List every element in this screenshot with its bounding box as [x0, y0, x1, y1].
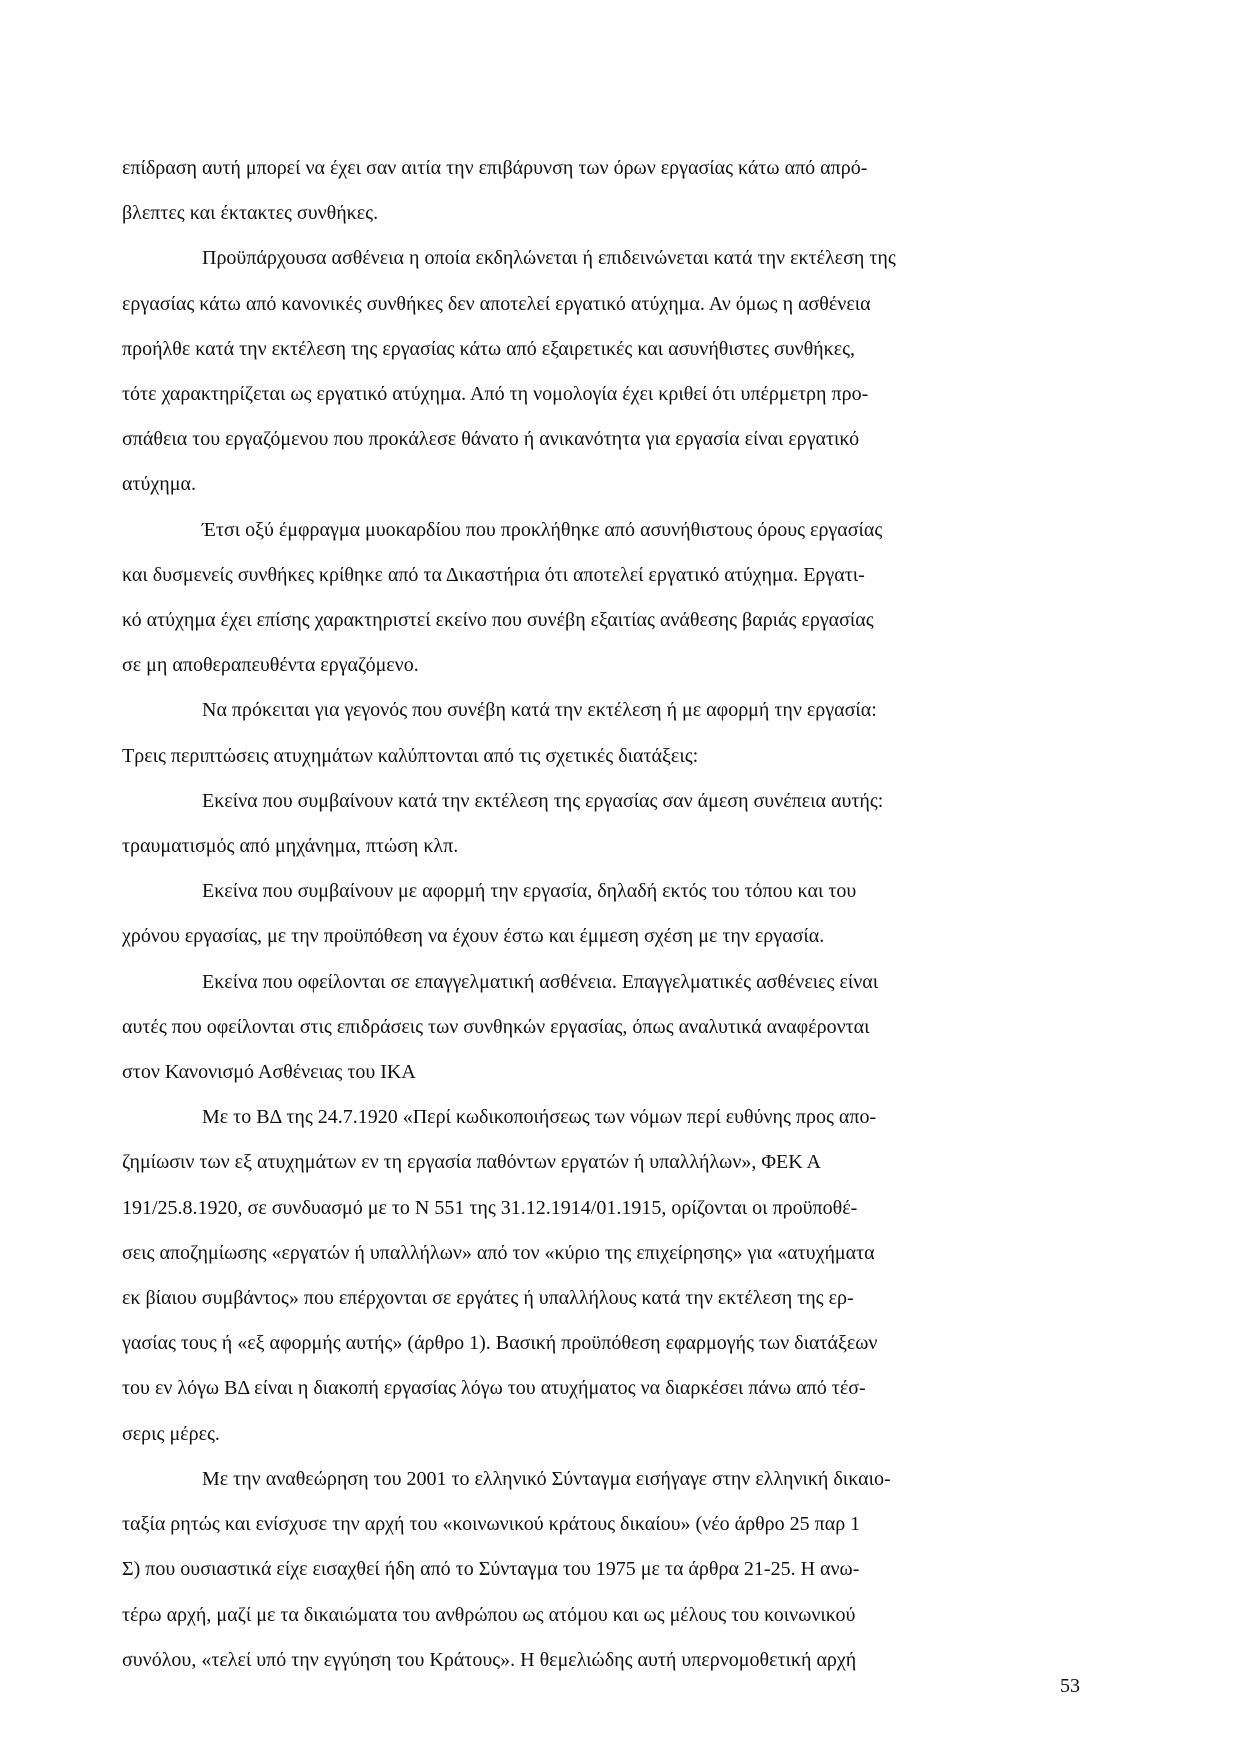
- body-text: [122, 146, 1082, 1683]
- text-line: ζημίωσιν των εξ ατυχημάτων εν τη εργασία παθόντων εργατών ή υπαλλήλων», ΦΕΚ Α: [122, 1151, 821, 1174]
- text-line: Με το ΒΔ της 24.7.1920 «Περί κωδικοποιήσεως των νόμων περί ευθύνης προς απο-: [202, 1106, 877, 1129]
- text-line: Εκείνα που συμβαίνουν με αφορμή την εργασία, δηλαδή εκτός του τόπου και του: [202, 880, 857, 903]
- text-line: Τρεις περιπτώσεις ατυχημάτων καλύπτονται από τις σχετικές διατάξεις:: [122, 744, 699, 767]
- text-line: 191/25.8.1920, σε συνδυασμό με το Ν 551 της 31.12.1914/01.1915, ορίζονται οι προϋποθέ-: [122, 1196, 858, 1219]
- text-line: του εν λόγω ΒΔ είναι η διακοπή εργασίας λόγω του ατυχήματος να διαρκέσει πάνω από τέσ-: [122, 1377, 866, 1400]
- text-line: ατύχημα.: [122, 473, 196, 496]
- text-line: σε μη αποθεραπευθέντα εργαζόμενο.: [122, 654, 419, 677]
- text-line: κό ατύχημα έχει επίσης χαρακτηριστεί εκείνο που συνέβη εξαιτίας ανάθεσης βαριάς εργασίας: [122, 609, 874, 632]
- text-line: και δυσμενείς συνθήκες κρίθηκε από τα Δικαστήρια ότι αποτελεί εργατικό ατύχημα. Εργατι-: [122, 563, 865, 586]
- text-line: Σ) που ουσιαστικά είχε εισαχθεί ήδη από το Σύνταγμα του 1975 με τα άρθρα 21-25. Η ανω-: [122, 1558, 860, 1581]
- text-line: Εκείνα που συμβαίνουν κατά την εκτέλεση της εργασίας σαν άμεση συνέπεια αυτής:: [202, 789, 884, 812]
- text-line: ταξία ρητώς και ενίσχυσε την αρχή του «κοινωνικού κράτους δικαίου» (νέο άρθρο 25 παρ 1: [122, 1513, 861, 1536]
- text-line: σπάθεια του εργαζόμενου που προκάλεσε θάνατο ή ανικανότητα για εργασία είναι εργατικό: [122, 428, 860, 451]
- text-line: Έτσι οξύ έμφραγμα μυοκαρδίου που προκλήθηκε από ασυνήθιστους όρους εργασίας: [202, 518, 883, 541]
- text-line: Προϋπάρχουσα ασθένεια η οποία εκδηλώνεται ή επιδεινώνεται κατά την εκτέλεση της: [202, 247, 896, 270]
- text-line: τέρω αρχή, μαζί με τα δικαιώματα του ανθρώπου ως ατόμου και ως μέλους του κοινωνικού: [122, 1603, 856, 1626]
- text-line: τραυματισμός από μηχάνημα, πτώση κλπ.: [122, 835, 459, 858]
- text-line: τότε χαρακτηρίζεται ως εργατικό ατύχημα. Από τη νομολογία έχει κριθεί ότι υπέρμετρη προ-: [122, 383, 869, 406]
- text-line: σεις αποζημίωσης «εργατών ή υπαλλήλων» από τον «κύριο της επιχείρησης» για «ατυχήματα: [122, 1241, 875, 1264]
- text-line: βλεπτες και έκτακτες συνθήκες.: [122, 202, 379, 225]
- text-line: εκ βίαιου συμβάντος» που επέρχονται σε εργάτες ή υπαλλήλους κατά την εκτέλεση της ερ-: [122, 1287, 854, 1310]
- text-line: Να πρόκειται για γεγονός που συνέβη κατά την εκτέλεση ή με αφορμή την εργασία:: [202, 699, 877, 722]
- page-number: 53: [1060, 1675, 1080, 1697]
- text-line: γασίας τους ή «εξ αφορμής αυτής» (άρθρο 1). Βασική προϋπόθεση εφαρμογής των διατάξεων: [122, 1332, 878, 1355]
- text-line: εργασίας κάτω από κανονικές συνθήκες δεν αποτελεί εργατικό ατύχημα. Αν όμως η ασθένεια: [122, 292, 871, 315]
- text-line: Με την αναθεώρηση του 2001 το ελληνικό Σύνταγμα εισήγαγε στην ελληνική δικαιο-: [202, 1467, 891, 1490]
- text-line: Εκείνα που οφείλονται σε επαγγελματική ασθένεια. Επαγγελματικές ασθένειες είναι: [202, 970, 879, 993]
- text-line: αυτές που οφείλονται στις επιδράσεις των συνθηκών εργασίας, όπως αναλυτικά αναφέρονται: [122, 1015, 870, 1038]
- text-line: χρόνου εργασίας, με την προϋπόθεση να έχουν έστω και έμμεση σχέση με την εργασία.: [122, 925, 825, 948]
- text-line: συνόλου, «τελεί υπό την εγγύηση του Κράτους». Η θεμελιώδης αυτή υπερνομοθετική αρχή: [122, 1648, 857, 1671]
- text-line: επίδραση αυτή μπορεί να έχει σαν αιτία την επιβάρυνση των όρων εργασίας κάτω από απρό-: [122, 157, 868, 179]
- text-line: προήλθε κατά την εκτέλεση της εργασίας κάτω από εξαιρετικές και ασυνήθιστες συνθήκες,: [122, 337, 856, 360]
- text-line: στον Κανονισμό Ασθένειας του ΙΚΑ: [122, 1061, 416, 1084]
- text-line: σερις μέρες.: [122, 1422, 220, 1445]
